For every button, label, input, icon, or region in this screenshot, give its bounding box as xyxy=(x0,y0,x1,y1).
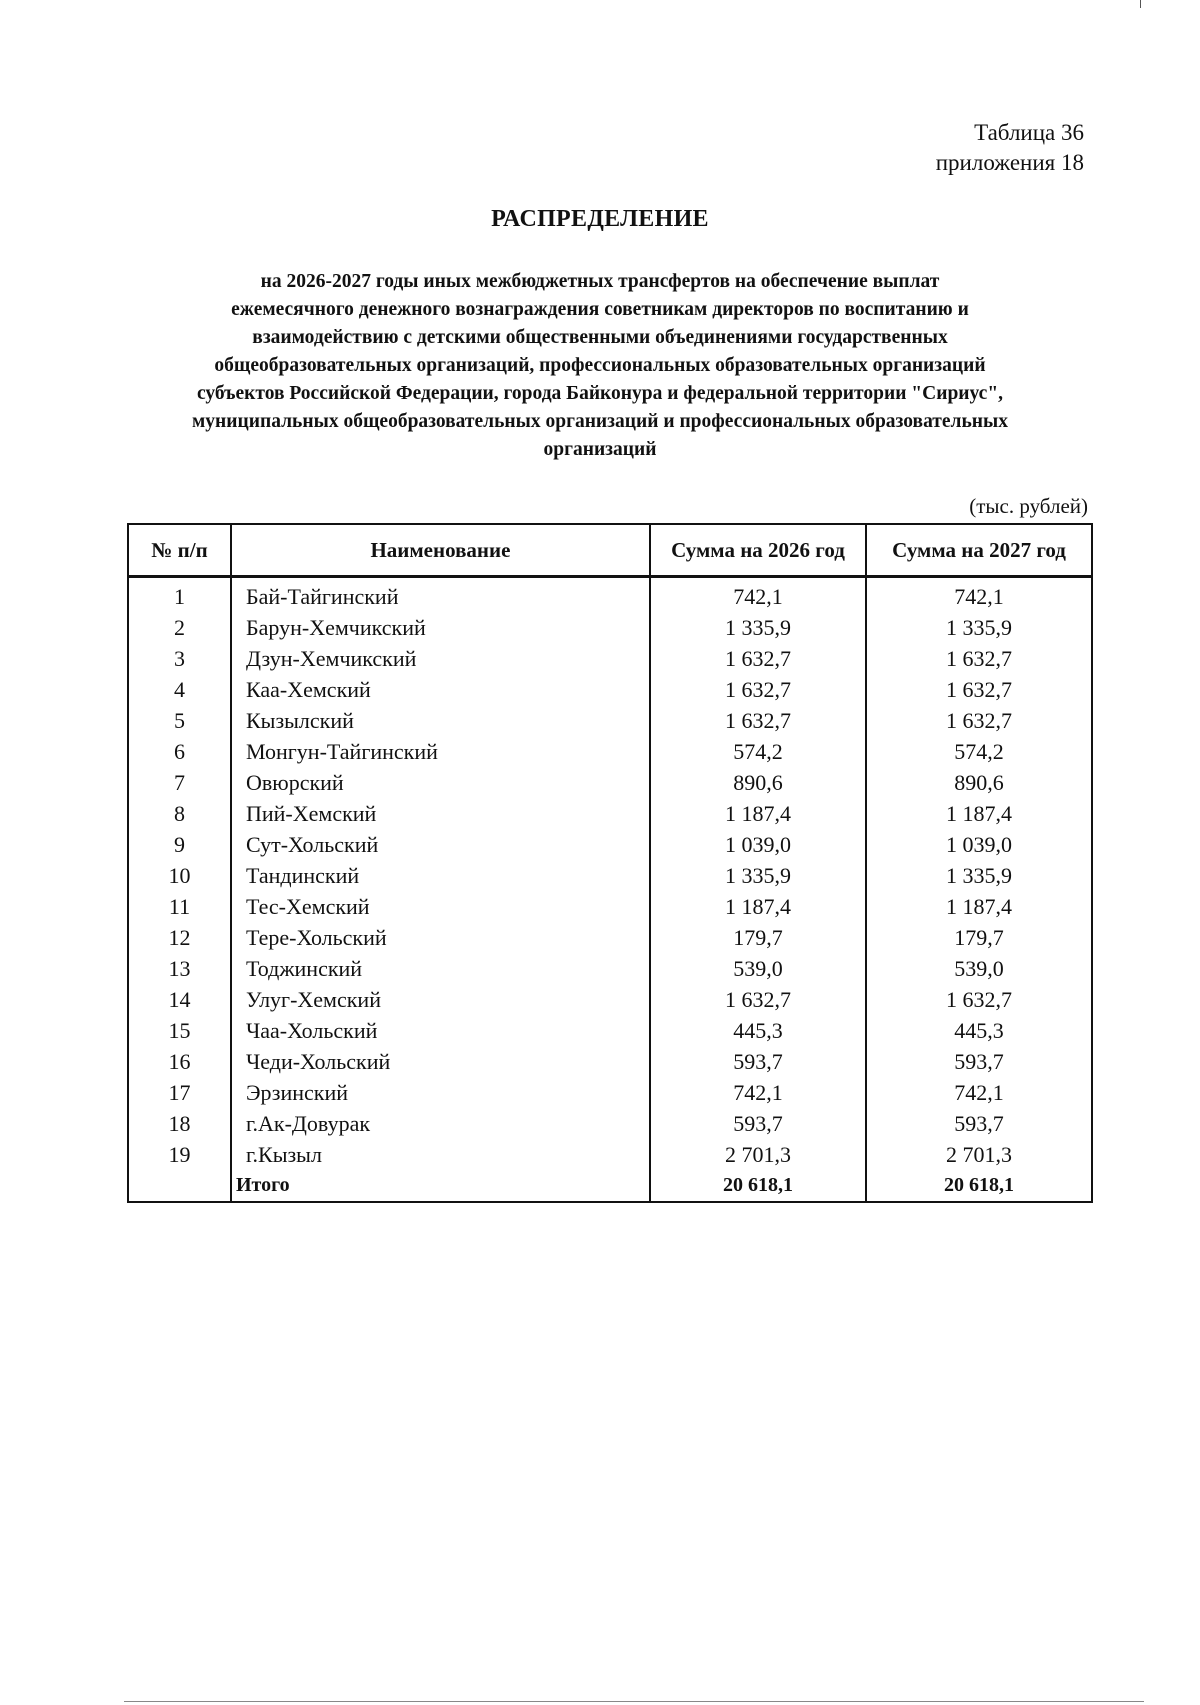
subtitle-line: взаимодействию с детскими общественными объединениями государственных xyxy=(252,327,948,348)
row-name: Чеди-Хольский xyxy=(231,1046,650,1077)
row-name: Кызылский xyxy=(231,705,650,736)
row-sum-2026: 574,2 xyxy=(650,736,866,767)
row-sum-2027: 539,0 xyxy=(866,953,1092,984)
row-sum-2027: 1 187,4 xyxy=(866,798,1092,829)
distribution-table xyxy=(127,523,1093,1203)
row-sum-2026: 742,1 xyxy=(650,1077,866,1108)
row-sum-2026: 1 187,4 xyxy=(650,891,866,922)
row-name: Овюрский xyxy=(231,767,650,798)
row-sum-2026: 2 701,3 xyxy=(650,1139,866,1170)
row-name: Тес-Хемский xyxy=(231,891,650,922)
table-header-row xyxy=(128,524,1092,577)
row-num: 14 xyxy=(128,984,231,1015)
row-num: 19 xyxy=(128,1139,231,1170)
row-sum-2026: 1 632,7 xyxy=(650,674,866,705)
row-name: Дзун-Хемчикский xyxy=(231,643,650,674)
table-row xyxy=(128,860,1092,891)
row-sum-2027: 1 632,7 xyxy=(866,984,1092,1015)
table-row xyxy=(128,891,1092,922)
row-sum-2026: 742,1 xyxy=(650,577,866,613)
row-name: Пий-Хемский xyxy=(231,798,650,829)
row-sum-2027: 742,1 xyxy=(866,1077,1092,1108)
row-num: 2 xyxy=(128,612,231,643)
row-sum-2027: 1 039,0 xyxy=(866,829,1092,860)
total-sum-2027: 20 618,1 xyxy=(866,1170,1092,1202)
appendix-number: приложения 18 xyxy=(935,150,1084,175)
row-sum-2026: 1 187,4 xyxy=(650,798,866,829)
table-row xyxy=(128,643,1092,674)
row-num: 13 xyxy=(128,953,231,984)
row-num: 10 xyxy=(128,860,231,891)
subtitle-line: организаций xyxy=(543,439,657,460)
row-sum-2027: 1 335,9 xyxy=(866,860,1092,891)
row-num: 6 xyxy=(128,736,231,767)
scan-bottom-line xyxy=(124,1701,1144,1702)
row-sum-2027: 742,1 xyxy=(866,577,1092,613)
table-row xyxy=(128,829,1092,860)
row-sum-2026: 1 039,0 xyxy=(650,829,866,860)
row-sum-2026: 1 632,7 xyxy=(650,984,866,1015)
row-name: г.Ак-Довурак xyxy=(231,1108,650,1139)
row-sum-2026: 593,7 xyxy=(650,1046,866,1077)
row-num: 1 xyxy=(128,577,231,613)
row-name: Тоджинский xyxy=(231,953,650,984)
table-row xyxy=(128,736,1092,767)
row-num: 4 xyxy=(128,674,231,705)
table-row xyxy=(128,1108,1092,1139)
row-name: г.Кызыл xyxy=(231,1139,650,1170)
row-sum-2027: 445,3 xyxy=(866,1015,1092,1046)
subtitle-line: субъектов Российской Федерации, города Байконура и федеральной территории "Сириус", xyxy=(196,383,1004,404)
row-sum-2027: 1 187,4 xyxy=(866,891,1092,922)
table-number: Таблица 36 xyxy=(974,120,1084,145)
table-row xyxy=(128,953,1092,984)
row-name: Чаа-Хольский xyxy=(231,1015,650,1046)
row-num: 15 xyxy=(128,1015,231,1046)
row-num: 9 xyxy=(128,829,231,860)
units-label: (тыс. рублей) xyxy=(969,494,1088,518)
row-num: 3 xyxy=(128,643,231,674)
header-sum-2026: Сумма на 2026 год xyxy=(650,524,866,577)
row-num: 11 xyxy=(128,891,231,922)
row-name: Улуг-Хемский xyxy=(231,984,650,1015)
total-num-empty xyxy=(128,1170,231,1202)
row-sum-2027: 574,2 xyxy=(866,736,1092,767)
row-sum-2026: 1 335,9 xyxy=(650,860,866,891)
table-row xyxy=(128,798,1092,829)
row-num: 7 xyxy=(128,767,231,798)
subtitle-line: общеобразовательных организаций, профессиональных образовательных организаций xyxy=(214,355,986,376)
row-num: 16 xyxy=(128,1046,231,1077)
table-row xyxy=(128,674,1092,705)
document-title: РАСПРЕДЕЛЕНИЕ xyxy=(491,206,709,232)
row-sum-2026: 1 335,9 xyxy=(650,612,866,643)
row-name: Тандинский xyxy=(231,860,650,891)
subtitle-line: на 2026-2027 годы иных межбюджетных трансфертов на обеспечение выплат xyxy=(260,271,940,292)
total-row xyxy=(128,1170,1092,1202)
row-name: Каа-Хемский xyxy=(231,674,650,705)
table-row xyxy=(128,767,1092,798)
row-sum-2026: 1 632,7 xyxy=(650,705,866,736)
row-sum-2027: 593,7 xyxy=(866,1108,1092,1139)
row-num: 17 xyxy=(128,1077,231,1108)
row-name: Бай-Тайгинский xyxy=(231,577,650,613)
table-row xyxy=(128,984,1092,1015)
row-sum-2027: 2 701,3 xyxy=(866,1139,1092,1170)
row-name: Монгун-Тайгинский xyxy=(231,736,650,767)
document-subtitle xyxy=(100,268,1100,464)
total-sum-2026: 20 618,1 xyxy=(650,1170,866,1202)
row-sum-2027: 1 632,7 xyxy=(866,674,1092,705)
row-sum-2026: 539,0 xyxy=(650,953,866,984)
row-num: 18 xyxy=(128,1108,231,1139)
row-sum-2027: 890,6 xyxy=(866,767,1092,798)
row-sum-2027: 1 335,9 xyxy=(866,612,1092,643)
row-sum-2026: 593,7 xyxy=(650,1108,866,1139)
table-row xyxy=(128,1046,1092,1077)
row-sum-2026: 890,6 xyxy=(650,767,866,798)
row-sum-2027: 1 632,7 xyxy=(866,643,1092,674)
table-reference xyxy=(936,118,1084,178)
total-label: Итого xyxy=(231,1170,650,1202)
row-sum-2027: 1 632,7 xyxy=(866,705,1092,736)
table-row xyxy=(128,577,1092,613)
table-row xyxy=(128,1077,1092,1108)
subtitle-line: муниципальных общеобразовательных организаций и профессиональных образовательных xyxy=(191,411,1009,432)
subtitle-line: ежемесячного денежного вознаграждения советникам директоров по воспитанию и xyxy=(231,299,969,320)
row-sum-2026: 179,7 xyxy=(650,922,866,953)
row-sum-2027: 179,7 xyxy=(866,922,1092,953)
row-num: 12 xyxy=(128,922,231,953)
row-num: 8 xyxy=(128,798,231,829)
header-name: Наименование xyxy=(231,524,650,577)
table-row xyxy=(128,922,1092,953)
row-name: Сут-Хольский xyxy=(231,829,650,860)
row-sum-2026: 445,3 xyxy=(650,1015,866,1046)
row-name: Тере-Хольский xyxy=(231,922,650,953)
table-row xyxy=(128,705,1092,736)
table-row xyxy=(128,612,1092,643)
header-sum-2027: Сумма на 2027 год xyxy=(866,524,1092,577)
scan-edge-mark xyxy=(1140,0,1141,8)
table-row xyxy=(128,1015,1092,1046)
table-row xyxy=(128,1139,1092,1170)
row-name: Эрзинский xyxy=(231,1077,650,1108)
row-sum-2027: 593,7 xyxy=(866,1046,1092,1077)
row-num: 5 xyxy=(128,705,231,736)
row-sum-2026: 1 632,7 xyxy=(650,643,866,674)
header-num: № п/п xyxy=(128,524,231,577)
row-name: Барун-Хемчикский xyxy=(231,612,650,643)
